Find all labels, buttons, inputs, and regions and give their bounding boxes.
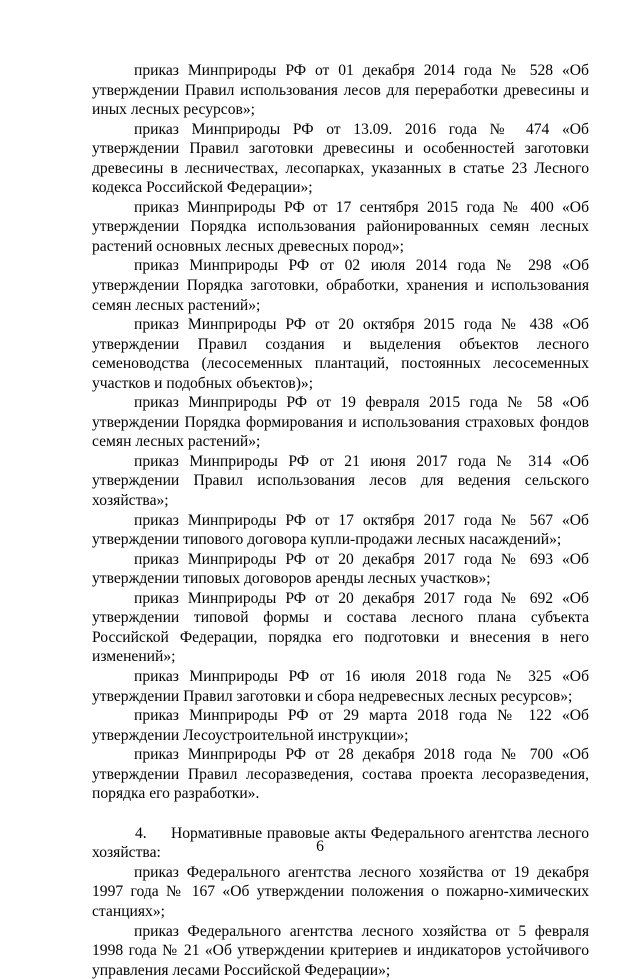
order-paragraph: приказ Федерального агентства лесного хозяйства от 19 декабря 1997 года № 167 «Об утверждении положения о пожарно-химических станциях»;: [92, 863, 589, 920]
order-paragraph: приказ Минприроды РФ от 29 марта 2018 года № 122 «Об утверждении Лесоустроительной инструкции»;: [92, 707, 589, 744]
order-paragraph: приказ Минприроды РФ от 20 декабря 2017 года № 692 «Об утверждении типовой формы и состава лесного плана субъекта Российской Федерации, порядка его подготовки и внесения в него изменений»;: [92, 589, 589, 666]
order-paragraph: приказ Минприроды РФ от 19 февраля 2015 года № 58 «Об утверждении Порядка формирования и использования страховых фондов семян лесных растений»;: [92, 394, 589, 451]
order-paragraph: приказ Федерального агентства лесного хозяйства от 5 февраля 1998 года № 21 «Об утверждении критериев и индикаторов устойчивого управления лесами Российской Федерации»;: [92, 922, 589, 979]
order-paragraph: приказ Минприроды РФ от 20 октября 2015 года № 438 «Об утверждении Правил создания и выделения объектов лесного семеноводства (лесосеменных плантаций, постоянных лесосеменных участков и подобных объектов)»;: [92, 316, 589, 392]
order-paragraph: приказ Минприроды РФ от 02 июля 2014 года № 298 «Об утверждении Порядка заготовки, обработки, хранения и использования семян лесных растений»;: [92, 257, 589, 314]
order-paragraph: приказ Минприроды РФ от 17 октября 2017 года № 567 «Об утверждении типового договора купли-продажи лесных насаждений»;: [92, 511, 589, 549]
page-number: 6: [316, 838, 324, 855]
order-paragraph: приказ Минприроды РФ от 28 декабря 2018 года № 700 «Об утверждении Правил лесоразведения, состава проекта лесоразведения, порядка его разработки».: [92, 746, 589, 803]
order-paragraph: приказ Минприроды РФ от 01 декабря 2014 года № 528 «Об утверждении Правил использования лесов для переработки древесины и иных лесных ресурсов»;: [92, 62, 589, 119]
order-paragraph: приказ Минприроды РФ от 21 июня 2017 года № 314 «Об утверждении Правил использования лесов для ведения сельского хозяйства»;: [92, 452, 589, 510]
section-number: 4.: [135, 824, 147, 842]
order-paragraph: приказ Минприроды РФ от 13.09. 2016 года № 474 «Об утверждении Правил заготовки древесины и особенностей заготовки древесины в лесничествах, лесопарках, указанных в статье 23 Лесного кодекса Российской Федерации»;: [92, 120, 589, 197]
order-paragraph: приказ Минприроды РФ от 20 декабря 2017 года № 693 «Об утверждении типовых договоров аренды лесных участков»;: [92, 550, 589, 588]
order-paragraph: приказ Минприроды РФ от 16 июля 2018 года № 325 «Об утверждении Правил заготовки и сбора недревесных лесных ресурсов»;: [92, 667, 589, 705]
section-title: Нормативные правовые акты Федерального агентства лесного хозяйства:: [92, 824, 589, 862]
order-paragraph: приказ Минприроды РФ от 17 сентября 2015 года № 400 «Об утверждении Порядка использования районированных семян лесных растений основных лесных древесных пород»;: [92, 198, 589, 255]
